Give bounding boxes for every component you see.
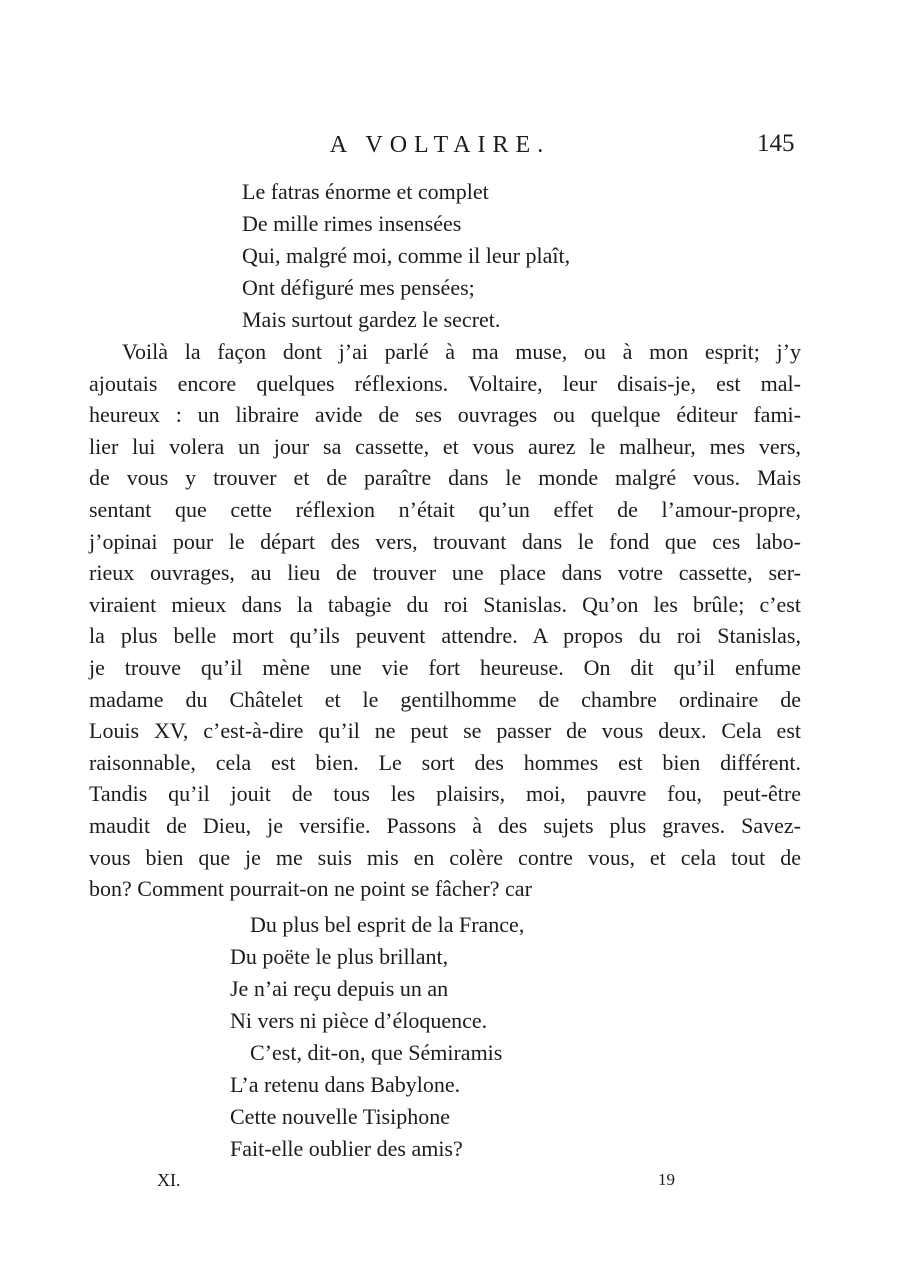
verse-stanza-top bbox=[242, 176, 570, 336]
running-head-title: A VOLTAIRE. bbox=[329, 132, 551, 158]
verse-line: Du plus bel esprit de la France, bbox=[250, 912, 525, 937]
verse-line: Mais surtout gardez le secret. bbox=[242, 307, 501, 332]
verse-line: Je n’ai reçu depuis un an bbox=[230, 976, 449, 1001]
verse-line: L’a retenu dans Babylone. bbox=[230, 1072, 461, 1097]
prose-line: vous bien que je me suis mis en colère contre vous, et cela tout de bbox=[89, 844, 801, 870]
verse-line: Cette nouvelle Tisiphone bbox=[230, 1104, 450, 1129]
page-number: 145 bbox=[757, 130, 795, 157]
verse-line: Fait-elle oublier des amis? bbox=[230, 1136, 463, 1161]
prose-line: rieux ouvrages, au lieu de trouver une place dans votre cassette, ser- bbox=[89, 560, 801, 586]
prose-line: Tandis qu’il jouit de tous les plaisirs, moi, pauvre fou, peut-être bbox=[89, 781, 801, 807]
prose-line: je trouve qu’il mène une vie fort heureuse. On dit qu’il enfume bbox=[89, 654, 801, 680]
prose-line: madame du Châtelet et le gentilhomme de chambre ordinaire de bbox=[89, 686, 801, 712]
prose-line: heureux : un libraire avide de ses ouvrages ou quelque éditeur fami- bbox=[89, 402, 801, 428]
volume-signature: XI. bbox=[157, 1170, 181, 1190]
prose-line: Voilà la façon dont j’ai parlé à ma muse, ou à mon esprit; j’y bbox=[122, 339, 801, 364]
prose-line: j’opinai pour le départ des vers, trouvant dans le fond que ces labo- bbox=[89, 528, 801, 554]
prose-line: ajoutais encore quelques réflexions. Voltaire, leur disais-je, est mal- bbox=[89, 370, 801, 396]
prose-paragraph bbox=[89, 336, 801, 905]
prose-line: la plus belle mort qu’ils peuvent attendre. A propos du roi Stanislas, bbox=[89, 623, 801, 649]
prose-line: lier lui volera un jour sa cassette, et vous aurez le malheur, mes vers, bbox=[89, 433, 801, 459]
sheet-signature-number: 19 bbox=[658, 1170, 675, 1189]
prose-line: sentant que cette réflexion n’était qu’un effet de l’amour-propre, bbox=[89, 496, 801, 522]
prose-line: maudit de Dieu, je versifie. Passons à des sujets plus graves. Savez- bbox=[89, 812, 801, 838]
prose-line: Louis XV, c’est-à-dire qu’il ne peut se passer de vous deux. Cela est bbox=[89, 718, 801, 744]
verse-line: Du poëte le plus brillant, bbox=[230, 944, 449, 969]
verse-line: C’est, dit-on, que Sémiramis bbox=[250, 1040, 503, 1065]
verse-line: De mille rimes insensées bbox=[242, 211, 462, 236]
verse-stanza-bottom bbox=[230, 909, 524, 1165]
prose-line: viraient mieux dans la tabagie du roi Stanislas. Qu’on les brûle; c’est bbox=[89, 591, 801, 617]
prose-line: bon? Comment pourrait-on ne point se fâcher? car bbox=[89, 876, 532, 902]
verse-line: Ni vers ni pièce d’éloquence. bbox=[230, 1008, 488, 1033]
prose-line: raisonnable, cela est bien. Le sort des hommes est bien différent. bbox=[89, 749, 801, 775]
verse-line: Qui, malgré moi, comme il leur plaît, bbox=[242, 243, 571, 268]
prose-line: de vous y trouver et de paraître dans le monde malgré vous. Mais bbox=[89, 465, 801, 491]
verse-line: Le fatras énorme et complet bbox=[242, 179, 489, 204]
verse-line: Ont défiguré mes pensées; bbox=[242, 275, 475, 300]
